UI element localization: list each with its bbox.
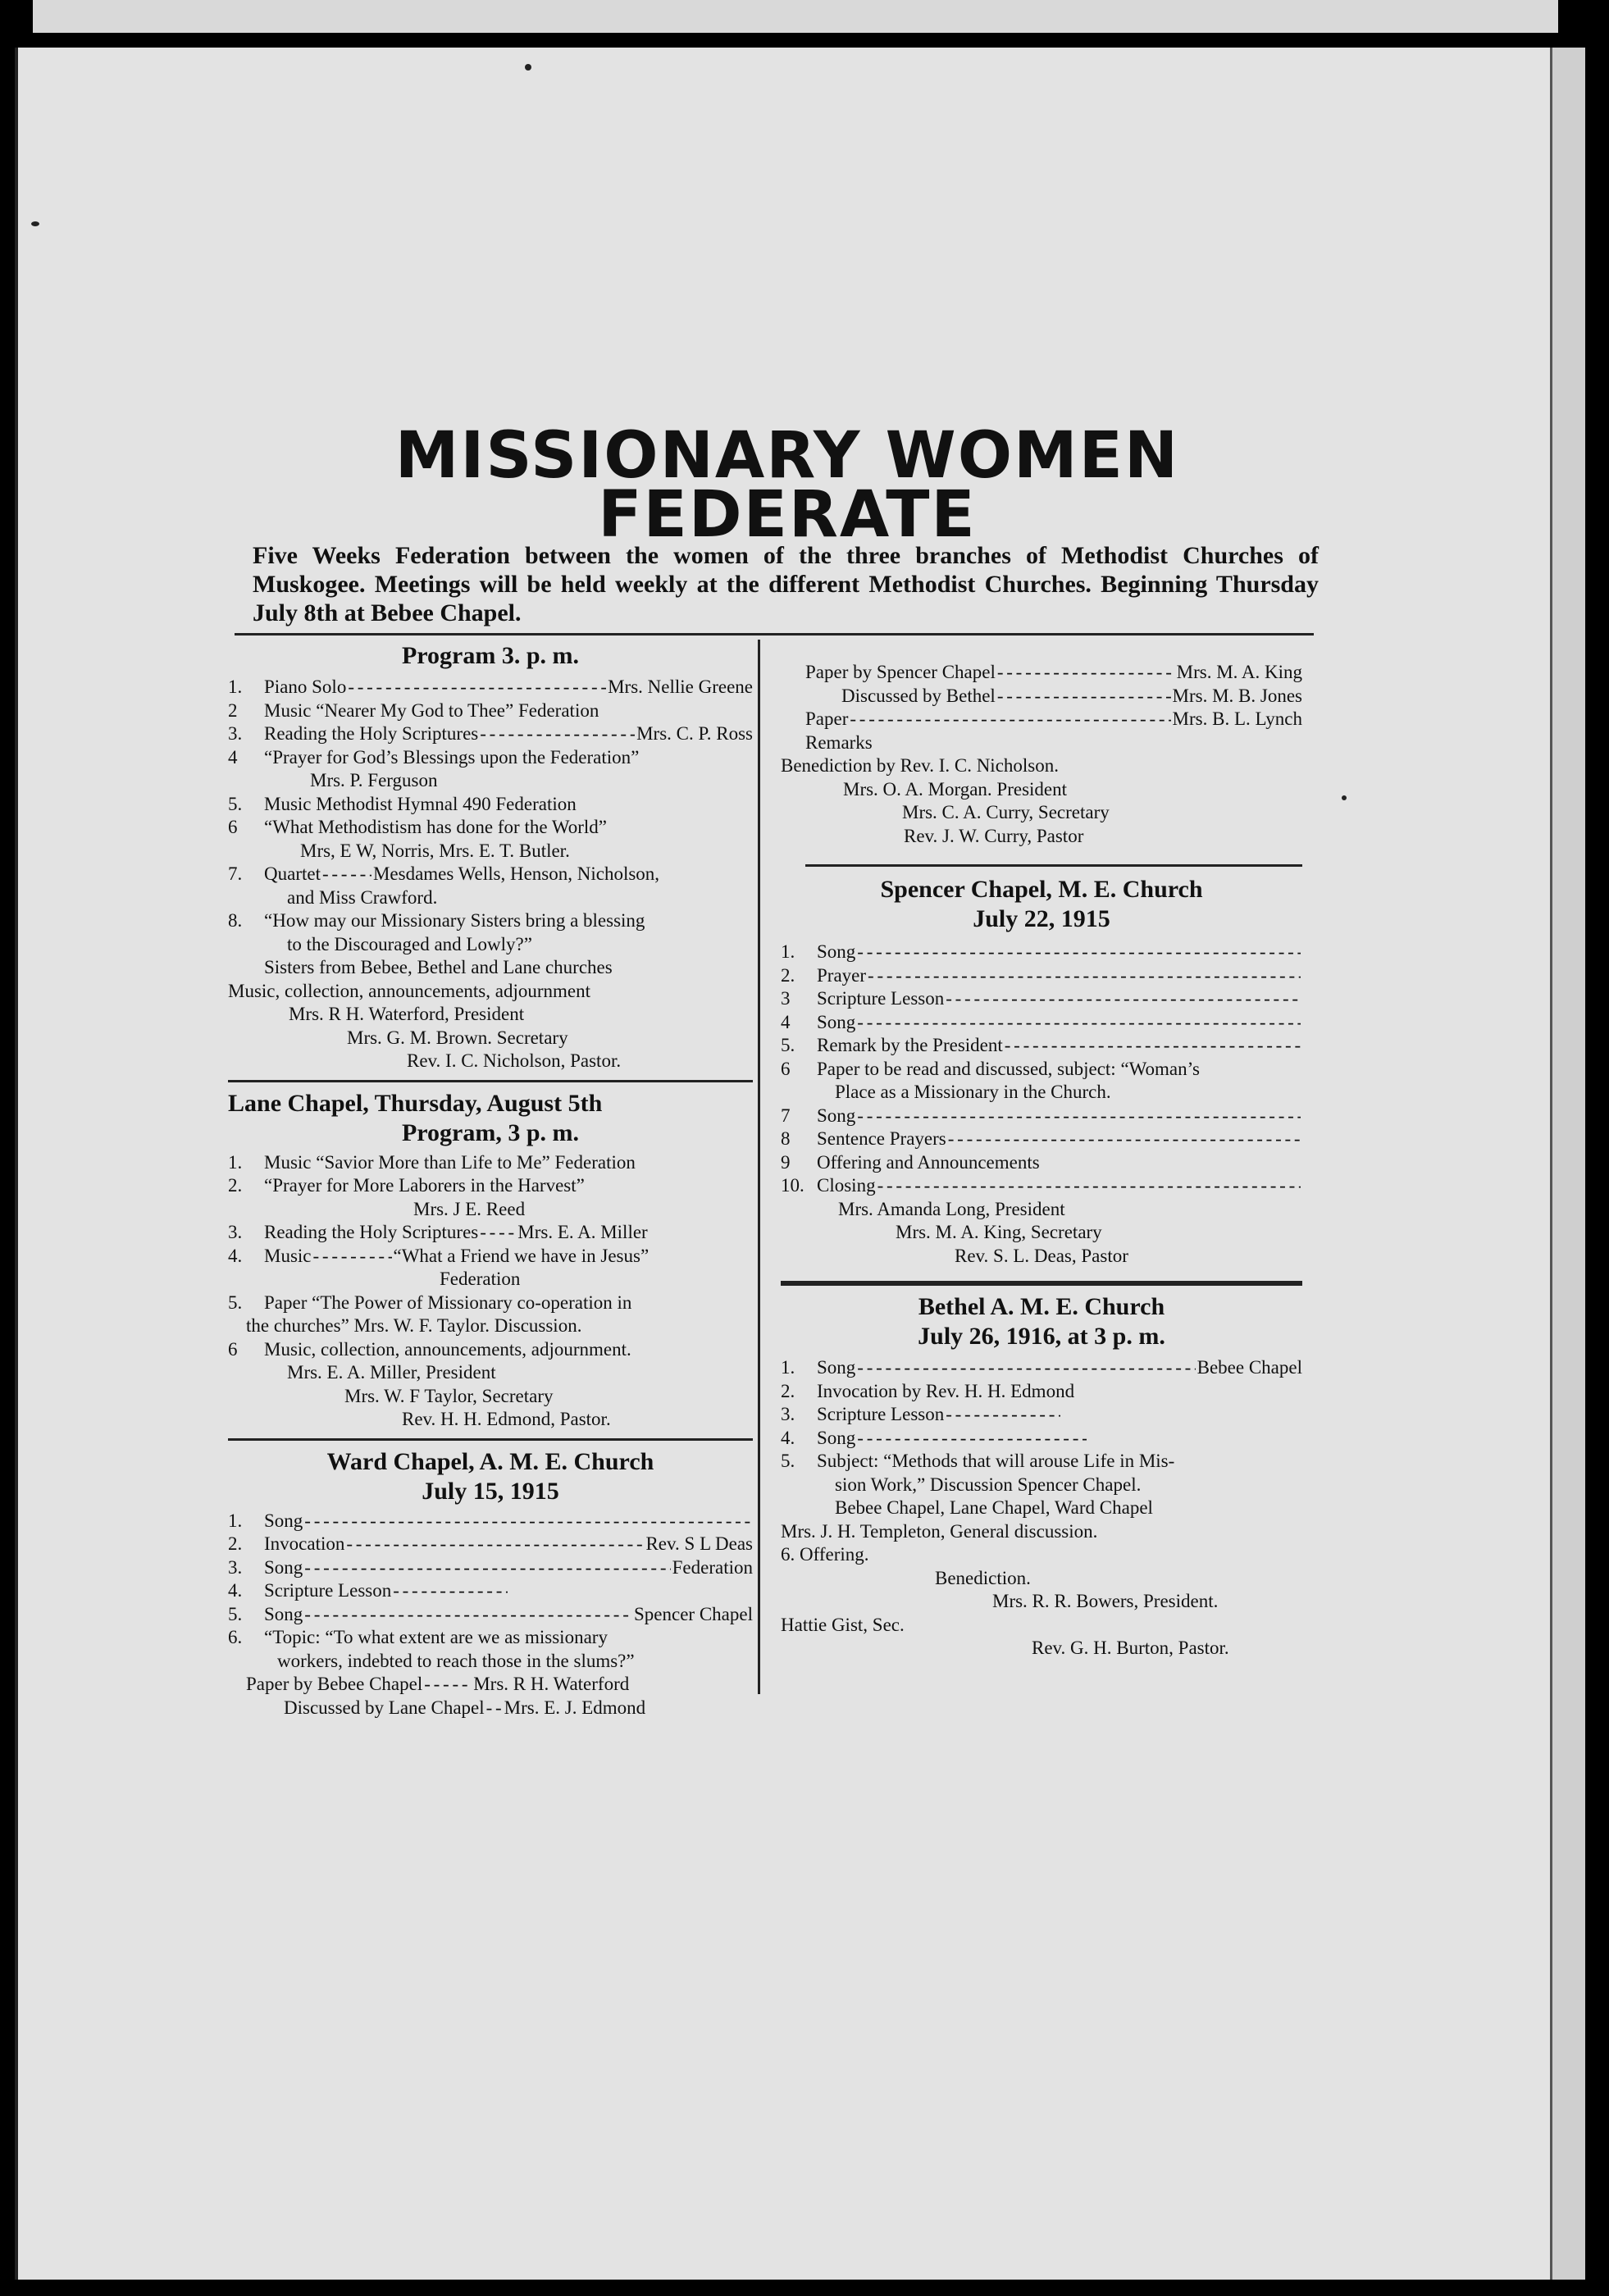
ink-speck: [31, 221, 39, 226]
bethel-item-continued: Bebee Chapel, Lane Chapel, Ward Chapel: [835, 1497, 1153, 1518]
lane-item: 4. Music - - - “What a Friend we have in Jesus”: [228, 1245, 753, 1269]
spencer-item: 10. Closing - - -: [781, 1174, 1302, 1198]
ink-speck: [525, 64, 531, 71]
ward-subtitle: July 15, 1915: [422, 1477, 559, 1505]
bethel-pastor: Rev. G. H. Burton, Pastor.: [1032, 1638, 1229, 1658]
program-item: 8. “How may our Missionary Sisters bring a blessing: [228, 910, 645, 931]
program-closing: Music, collection, announcements, adjournment: [228, 980, 590, 1001]
section-rule: [228, 1080, 753, 1082]
program-item: 2 Music “Nearer My God to Thee” Federation: [228, 699, 599, 721]
continued-benediction: Benediction by Rev. I. C. Nicholson.: [781, 755, 1059, 776]
spencer-item: 6 Paper to be read and discussed, subject: “Woman’s: [781, 1058, 1200, 1079]
bethel-secretary: Hattie Gist, Sec.: [781, 1614, 905, 1635]
bethel-offering: 6. Offering.: [781, 1544, 869, 1565]
lane-item: 1. Music “Savior More than Life to Me” Federation: [228, 1151, 636, 1173]
ward-paper: Paper by Bebee Chapel - - - Mrs. R H. Waterford: [228, 1673, 753, 1697]
program-item-continued: Sisters from Bebee, Bethel and Lane churches: [264, 957, 613, 977]
column-divider: [758, 640, 760, 1694]
section-rule: [228, 1438, 753, 1441]
program-title: Program 3. p. m.: [401, 642, 580, 669]
ward-item-continued: workers, indebted to reach those in the slums?”: [277, 1650, 635, 1671]
program-item-continued: and Miss Crawford.: [287, 886, 438, 908]
spencer-item: 4 Song - - -: [781, 1011, 1302, 1035]
bethel-subtitle: July 26, 1916, at 3 p. m.: [918, 1323, 1165, 1350]
header-rule: [235, 633, 1314, 636]
lane-title: Lane Chapel, Thursday, August 5th: [228, 1089, 603, 1117]
continued-line: Paper - - - Mrs. B. L. Lynch: [781, 708, 1302, 731]
lane-item: 6 Music, collection, announcements, adjournment.: [228, 1338, 631, 1360]
officer-president: Mrs. Amanda Long, President: [838, 1198, 1065, 1219]
lane-item-continued: the churches” Mrs. W. F. Taylor. Discussion.: [246, 1315, 582, 1336]
top-page-strip: [33, 0, 1558, 33]
officer-secretary: Mrs. G. M. Brown. Secretary: [347, 1027, 568, 1048]
officer-pastor: Rev. I. C. Nicholson, Pastor.: [407, 1050, 622, 1071]
program-item-continued: to the Discouraged and Lowly?”: [287, 933, 532, 954]
ward-discussed: Discussed by Lane Chapel - - - Mrs. E. J. Edmond: [228, 1697, 753, 1720]
program-item: 7. Quartet - - - Mesdames Wells, Henson, Nicholson,: [228, 863, 753, 886]
bethel-president: Mrs. R. R. Bowers, President.: [992, 1591, 1219, 1611]
program-item: 5. Music Methodist Hymnal 490 Federation: [228, 793, 577, 814]
page-edge-shadow: [1550, 48, 1585, 2280]
headline: [230, 419, 1345, 552]
lane-item: 2. “Prayer for More Laborers in the Harvest”: [228, 1175, 585, 1196]
program-item: 6 “What Methodistism has done for the World”: [228, 817, 608, 837]
bethel-item-continued: sion Work,” Discussion Spencer Chapel.: [835, 1474, 1142, 1495]
bethel-item: 1. Song - - - Bebee Chapel: [781, 1356, 1302, 1380]
spencer-title: Spencer Chapel, M. E. Church: [880, 876, 1203, 903]
spencer-item: 3 Scripture Lesson - - -: [781, 987, 1302, 1011]
bethel-item: 4. Song - - -: [781, 1427, 1302, 1451]
lane-subtitle: Program, 3 p. m.: [401, 1118, 580, 1146]
bethel-title: Bethel A. M. E. Church: [918, 1293, 1165, 1320]
officer-pastor: Rev. H. H. Edmond, Pastor.: [402, 1409, 611, 1429]
spencer-item: 2. Prayer - - -: [781, 964, 1302, 988]
bethel-templeton: Mrs. J. H. Templeton, General discussion.: [781, 1520, 1098, 1542]
lane-item-continued: Mrs. J E. Reed: [413, 1198, 526, 1219]
right-column: [781, 661, 1302, 1660]
spencer-item: 9 Offering and Announcements: [781, 1151, 1040, 1173]
ward-item: 6. “Topic: “To what extent are we as missionary: [228, 1627, 608, 1647]
officer-secretary: Mrs. C. A. Curry, Secretary: [902, 802, 1110, 822]
ward-item: 3. Song - - - Federation: [228, 1556, 753, 1580]
officer-president: Mrs. R H. Waterford, President: [289, 1004, 525, 1024]
officer-president: Mrs. O. A. Morgan. President: [843, 778, 1068, 800]
spencer-item: 5. Remark by the President - - -: [781, 1034, 1302, 1058]
officer-secretary: Mrs. W. F Taylor, Secretary: [344, 1385, 554, 1406]
subheadline: Five Weeks Federation between the women of the three branches of Methodist Churches of Muskogee. Meetings will be held weekly at the different Methodist Churches. Beginning Thursday July 8th at Bebee Chapel.: [253, 542, 1319, 626]
continued-line: Discussed by Bethel - - - Mrs. M. B. Jones: [781, 685, 1302, 708]
lane-item-continued: Federation: [440, 1269, 521, 1289]
officer-secretary: Mrs. M. A. King, Secretary: [896, 1222, 1102, 1242]
ward-item: 2. Invocation - - - Rev. S L Deas: [228, 1533, 753, 1556]
bethel-benediction: Benediction.: [935, 1567, 1031, 1588]
ward-item: 5. Song - - - Spencer Chapel: [228, 1603, 753, 1627]
ward-title: Ward Chapel, A. M. E. Church: [326, 1447, 654, 1475]
program-item: 1. Piano Solo - - - Mrs. Nellie Greene: [228, 676, 753, 699]
bethel-item: 5. Subject: “Methods that will arouse Life in Mis-: [781, 1451, 1175, 1471]
continued-line: Paper by Spencer Chapel - - - Mrs. M. A. King: [781, 661, 1302, 685]
bethel-item: 3. Scripture Lesson - - -: [781, 1403, 1302, 1427]
ward-item: 4. Scripture Lesson - - -: [228, 1579, 753, 1603]
spencer-item: 7 Song - - -: [781, 1105, 1302, 1128]
lane-item: 5. Paper “The Power of Missionary co-operation in: [228, 1292, 632, 1313]
continued-remarks: Remarks: [805, 731, 873, 753]
officer-president: Mrs. E. A. Miller, President: [287, 1362, 496, 1383]
program-item: 4 “Prayer for God’s Blessings upon the Federation”: [228, 746, 640, 768]
spencer-item: 1. Song - - -: [781, 941, 1302, 964]
spencer-item: 8 Sentence Prayers - - -: [781, 1128, 1302, 1151]
bethel-item: 2. Invocation by Rev. H. H. Edmond: [781, 1380, 1075, 1401]
headline-line-2: FEDERATE: [598, 478, 977, 552]
ink-speck: [1342, 795, 1347, 800]
program-item: 3. Reading the Holy Scriptures - - - Mrs. C. P. Ross: [228, 722, 753, 746]
officer-pastor: Rev. S. L. Deas, Pastor: [955, 1245, 1128, 1266]
section-rule: [781, 1281, 1302, 1286]
lane-item: 3. Reading the Holy Scriptures - - - Mrs. E. A. Miller: [228, 1221, 753, 1245]
headline-line-1: MISSIONARY WOMEN: [394, 419, 1180, 493]
officer-pastor: Rev. J. W. Curry, Pastor: [904, 825, 1084, 846]
ward-item: 1. Song - - -: [228, 1510, 753, 1533]
program-item-continued: Mrs. P. Ferguson: [310, 770, 438, 790]
spencer-subtitle: July 22, 1915: [973, 905, 1110, 932]
left-column: [228, 641, 753, 1720]
spencer-item-continued: Place as a Missionary in the Church.: [835, 1082, 1111, 1102]
program-item-continued: Mrs, E W, Norris, Mrs. E. T. Butler.: [300, 840, 570, 861]
section-rule: [805, 864, 1302, 867]
